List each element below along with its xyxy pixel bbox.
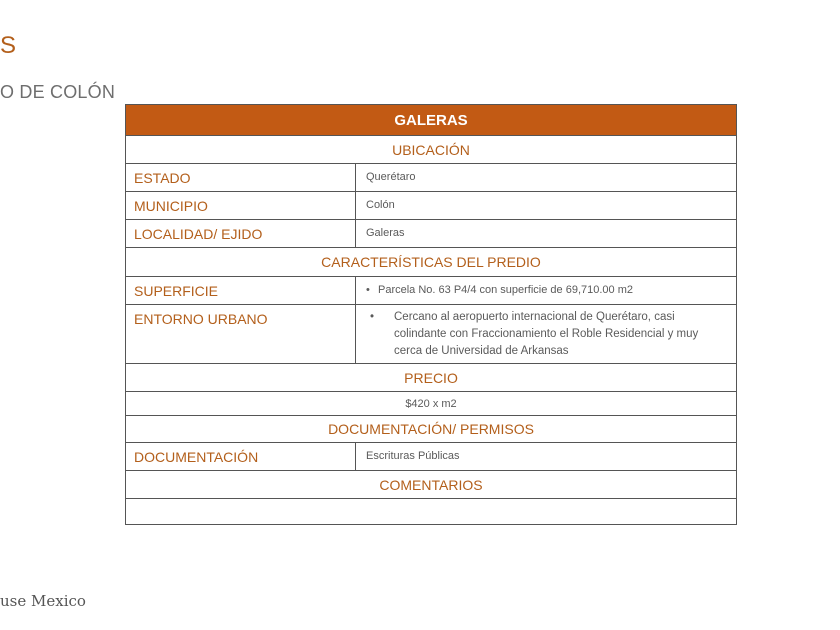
- section-comentarios: COMENTARIOS: [126, 471, 736, 499]
- row-value: Colón: [366, 199, 395, 211]
- bullet-marker: •: [370, 311, 375, 323]
- row-estado: [126, 164, 736, 192]
- row-value: Escrituras Públicas: [366, 450, 460, 462]
- row-municipio: [126, 192, 736, 220]
- property-info-table: [125, 104, 737, 525]
- row-label: DOCUMENTACIÓN: [126, 443, 356, 470]
- row-localidad: [126, 220, 736, 248]
- row-superficie: [126, 277, 736, 305]
- row-precio-valor: $420 x m2: [126, 392, 736, 416]
- row-label: SUPERFICIE: [126, 277, 356, 304]
- row-label: MUNICIPIO: [126, 192, 356, 219]
- footer-brand-fragment: use Mexico: [0, 592, 86, 610]
- bullet-text: Cercano al aeropuerto internacional de Querétaro, casi colindante con Fraccionamiento el Roble Residencial y muy cerca de Universidad de Arkansas: [394, 311, 699, 357]
- row-label: ESTADO: [126, 164, 356, 191]
- row-value: [356, 305, 736, 363]
- row-label: ENTORNO URBANO: [126, 305, 356, 363]
- row-value: Querétaro: [366, 171, 416, 183]
- page-title-fragment: S: [0, 32, 17, 59]
- section-caracteristicas: CARACTERÍSTICAS DEL PREDIO: [126, 248, 736, 277]
- page-subtitle-fragment: O DE COLÓN: [0, 82, 116, 102]
- section-documentacion: DOCUMENTACIÓN/ PERMISOS: [126, 416, 736, 443]
- bullet-marker: •: [366, 284, 370, 296]
- row-comentarios-valor: [126, 499, 736, 524]
- section-ubicacion: UBICACIÓN: [126, 136, 736, 164]
- row-documentacion: [126, 443, 736, 471]
- table-header: GALERAS: [126, 105, 736, 136]
- row-value: Galeras: [366, 227, 405, 239]
- row-value: [356, 277, 736, 304]
- bullet-text: Parcela No. 63 P4/4 con superficie de 69,710.00 m2: [378, 284, 633, 296]
- row-entorno-urbano: [126, 305, 736, 364]
- row-label: LOCALIDAD/ EJIDO: [126, 220, 356, 247]
- section-precio: PRECIO: [126, 364, 736, 392]
